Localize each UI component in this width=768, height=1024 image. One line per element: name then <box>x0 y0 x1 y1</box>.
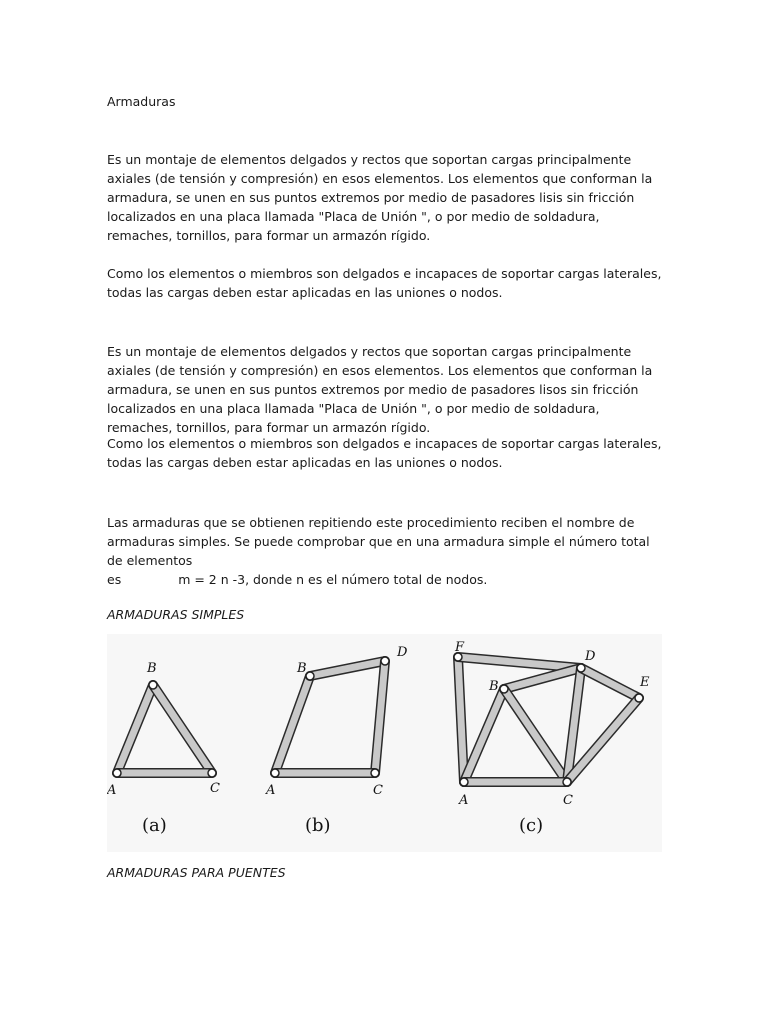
truss-node <box>149 681 157 689</box>
heading-armaduras-simples: ARMADURAS SIMPLES <box>107 607 245 622</box>
node-label-c: C <box>373 783 383 798</box>
node-label-a: A <box>107 783 117 798</box>
node-label-c: C <box>210 781 220 796</box>
truss-node <box>306 672 314 680</box>
node-label-e: E <box>640 675 650 690</box>
truss-node <box>500 685 508 693</box>
formula-text: m = 2 n -3, donde n es el número total de nodos. <box>178 572 488 587</box>
node-label-d: D <box>397 645 408 660</box>
caption-a: (a) <box>142 815 167 836</box>
truss-node <box>271 769 279 777</box>
truss-node <box>635 694 643 702</box>
truss-node <box>563 778 571 786</box>
node-label-f: F <box>455 640 465 655</box>
truss-node <box>371 769 379 777</box>
paragraph-5-es: es <box>107 572 122 587</box>
node-label-b: B <box>147 661 157 676</box>
truss-node <box>113 769 121 777</box>
truss-diagram <box>107 634 662 852</box>
paragraph-5 <box>107 513 662 589</box>
document-title: Armaduras <box>107 94 176 109</box>
caption-c: (c) <box>519 815 544 836</box>
paragraph-2: Como los elementos o miembros son delgados e incapaces de soportar cargas laterales, todas las cargas deben estar aplicadas en las uniones o nodos. <box>107 266 662 300</box>
paragraph-3: Es un montaje de elementos delgados y rectos que soportan cargas principalmente axiales (de tensión y compresión) en esos elementos. Los elementos que conforman la armadura, se unen en sus puntos extremos por medio de pasadores lisos sin fricción localizados en una placa llamada "Placa de Unión ", o por medio de soldadura, remaches, tornillos, para formar un armazón rígido. <box>107 344 653 435</box>
truss-figure <box>107 634 662 852</box>
node-label-c: C <box>563 793 573 808</box>
paragraph-5-text: Las armaduras que se obtienen repitiendo este procedimiento reciben el nombre de armaduras simples. Se puede comprobar que en una armadura simple el número total de elementos <box>107 515 650 568</box>
node-label-b: B <box>297 661 307 676</box>
paragraph-4: Como los elementos o miembros son delgados e incapaces de soportar cargas laterales, todas las cargas deben estar aplicadas en las uniones o nodos. <box>107 436 662 470</box>
node-label-a: A <box>459 793 469 808</box>
truss-node <box>381 657 389 665</box>
node-label-a: A <box>266 783 276 798</box>
truss-node <box>577 664 585 672</box>
truss-node <box>460 778 468 786</box>
caption-b: (b) <box>305 815 331 836</box>
truss-node <box>208 769 216 777</box>
node-label-b: B <box>489 679 499 694</box>
node-label-d: D <box>585 649 596 664</box>
paragraph-1: Es un montaje de elementos delgados y rectos que soportan cargas principalmente axiales (de tensión y compresión) en esos elementos. Los elementos que conforman la armadura, se unen en sus puntos extremos por medio de pasadores lisis sin fricción localizados en una placa llamada "Placa de Unión ", o por medio de soldadura, remaches, tornillos, para formar un armazón rígido. <box>107 152 653 243</box>
heading-armaduras-puentes: ARMADURAS PARA PUENTES <box>107 865 286 880</box>
